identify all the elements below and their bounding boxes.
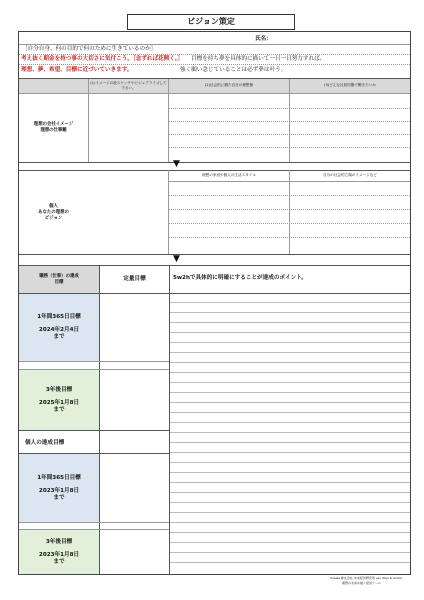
writing-line: [170, 332, 410, 333]
goal-block-3-suffix: まで: [53, 494, 65, 501]
goal-block-1-suffix: まで: [53, 334, 65, 340]
writing-line: [169, 209, 410, 210]
goal-block-3-date: 2023年1月8日: [38, 487, 80, 494]
goal-block-4-suffix: まで: [53, 558, 65, 565]
section2-col1-header: 理想の家庭や個人の生活スタイル: [202, 173, 256, 177]
intro-line-2-red: 考え抜く期金を持つ事の大切さに気付こう。［念ずれば花開く。］: [21, 56, 184, 62]
goal-block-4-date: 2023年1月8日: [38, 551, 80, 558]
arrow-down-icon: ▼: [173, 254, 180, 264]
footer-line-1: Create 株式会社 未来経営研究所 ver. Plan & Action: [330, 576, 403, 580]
divider: [168, 170, 169, 255]
divider: [88, 79, 89, 163]
writing-line: [170, 522, 410, 523]
intro-line-1: ［自分自身、何の目的で何のために生きているのか］: [22, 46, 157, 52]
writing-line: [170, 352, 410, 353]
divider: [19, 254, 410, 255]
vision-sheet: [18, 31, 411, 575]
goal-block-1: [19, 294, 99, 361]
writing-line: [170, 542, 410, 543]
writing-line: [169, 195, 410, 196]
writing-line: [170, 552, 410, 553]
goals-header-col1-line2: 目標: [54, 279, 64, 285]
divider: [289, 170, 290, 255]
writing-line: [169, 147, 410, 148]
divider: [19, 430, 169, 431]
divider: [19, 529, 169, 530]
writing-line: [170, 492, 410, 493]
writing-line: [170, 362, 410, 363]
writing-line: [170, 412, 410, 413]
section2-col2-header: 自分の社会的立場のイメージなど: [323, 173, 377, 177]
section2-row-label: [19, 171, 88, 254]
writing-line: [170, 442, 410, 443]
divider: [169, 181, 410, 182]
writing-line: [169, 121, 410, 122]
name-label: 氏名：: [255, 36, 272, 42]
writing-line: [170, 342, 410, 343]
writing-line: [170, 452, 410, 453]
divider: [19, 162, 410, 163]
goal-block-1-label: 1年間365日目標: [37, 314, 81, 320]
writing-line: [170, 422, 410, 423]
goal-block-2-suffix: まで: [53, 406, 65, 413]
section2-row-label-1: 個人: [49, 203, 58, 209]
footer-line-2: 理想の未来を描く経営ツール: [342, 581, 381, 585]
intro-line-3-red: 理想、夢、希望、目標に近づいていきます。: [21, 67, 133, 73]
goals-header-col2: 定量目標: [123, 276, 146, 282]
writing-line: [170, 512, 410, 513]
writing-line: [170, 472, 410, 473]
divider: [19, 369, 169, 370]
writing-line: [170, 532, 410, 533]
section2-row-label-3: ビジョン: [44, 215, 63, 221]
section1-col2-header: (2)社会的に観た自社の理想像: [204, 83, 254, 87]
goal-block-3: [19, 454, 99, 522]
writing-line: [170, 482, 410, 483]
writing-line: [170, 372, 410, 373]
goal-block-2-label: 3年後目標: [45, 386, 73, 393]
section1-row-label-1: 理想の会社イメージ: [33, 122, 74, 127]
section1-row-label: [19, 94, 88, 162]
writing-line: [169, 108, 410, 109]
divider: [19, 361, 169, 362]
writing-line: [170, 382, 410, 383]
goal-block-1-date: 2024年2月4日: [38, 327, 80, 333]
section1-col3-header: (3)どんな社員同僚で働きたいか: [324, 83, 376, 87]
writing-line: [170, 562, 410, 563]
writing-line: [170, 302, 410, 303]
goal-block-3-label: 1年間365日目標: [37, 474, 81, 481]
page-title: ビジョン策定: [127, 14, 295, 30]
goals-header-col3: 5w2hで具体的に明確にすることが達成のポイント。: [173, 275, 307, 281]
arrow-down-icon: ▼: [173, 159, 180, 169]
writing-line: [169, 134, 410, 135]
writing-line: [170, 502, 410, 503]
goals-header-col1-line1: 職務（仕事）の達成: [39, 273, 79, 279]
divider: [19, 64, 410, 65]
goal-block-2-date: 2025年1月8日: [38, 399, 80, 406]
section1-row-label-2: 理想の仕事観: [40, 128, 67, 133]
goals-header-col1: [19, 266, 99, 293]
writing-line: [170, 402, 410, 403]
writing-line: [170, 432, 410, 433]
section2-row-label-2: あなたの理想の: [38, 209, 69, 215]
writing-line: [170, 322, 410, 323]
writing-line: [170, 462, 410, 463]
goal-block-4: [19, 530, 99, 574]
writing-line: [169, 223, 410, 224]
personal-goals-label: 個人の達成目標: [25, 440, 65, 446]
divider: [19, 522, 169, 523]
intro-line-3: 強く願い念じていることは必ず夢は叶う。: [180, 67, 287, 73]
section1-col1-header: (1)イメージの絵スケッチやビジュアライズして下さい。: [90, 81, 167, 90]
writing-line: [170, 392, 410, 393]
writing-line: [170, 312, 410, 313]
goal-block-2: [19, 370, 99, 430]
writing-line: [169, 237, 410, 238]
intro-line-2: 目標を持ち夢を具体的に描いて一日一日努力すれば、: [191, 56, 326, 62]
goal-block-4-label: 3年後目標: [45, 538, 73, 545]
divider: [19, 44, 410, 45]
divider: [19, 54, 410, 55]
divider: [99, 265, 100, 574]
